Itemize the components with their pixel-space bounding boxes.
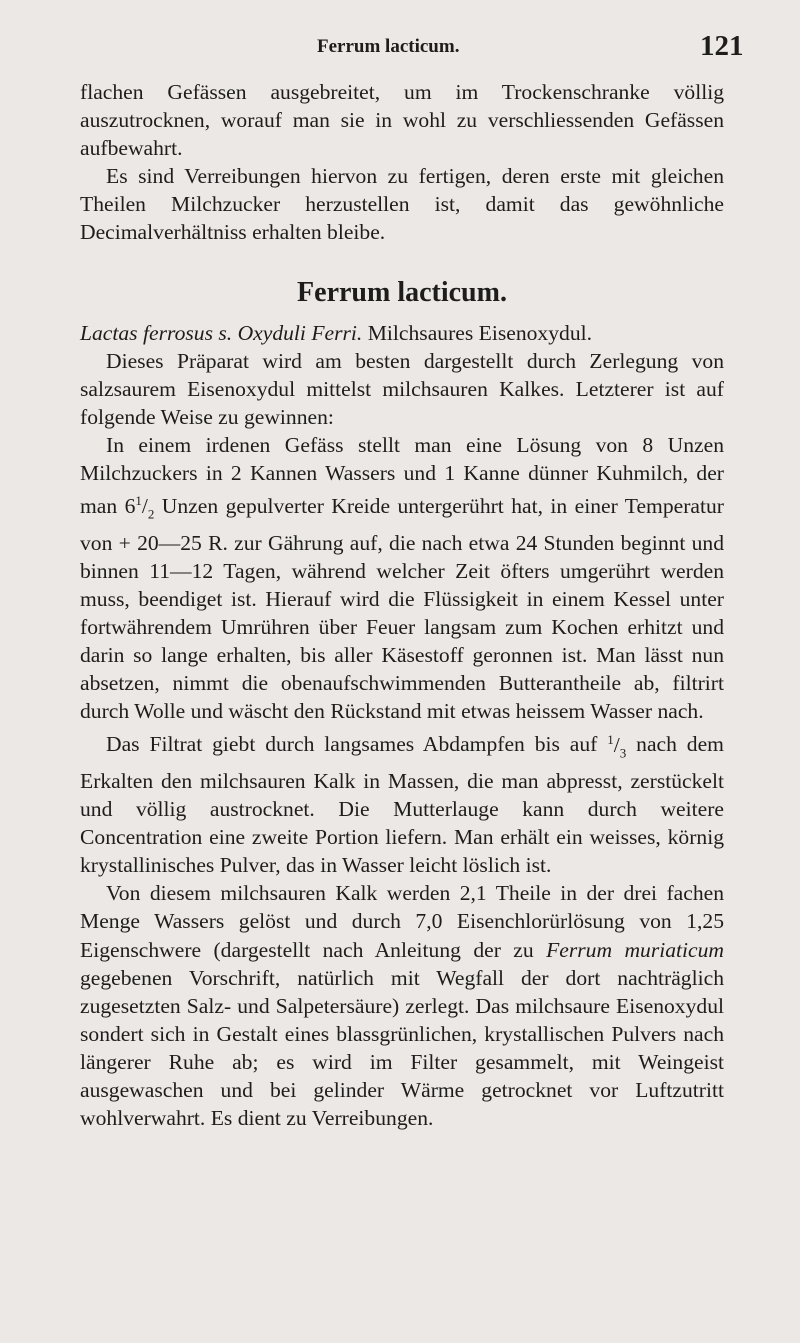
synonym-german: Milchsaures Eisenoxydul. bbox=[362, 320, 593, 345]
page-body bbox=[80, 78, 724, 1132]
paragraph-decomposition bbox=[80, 879, 724, 1132]
fraction-denominator: 3 bbox=[619, 744, 627, 760]
running-head: Ferrum lacticum. bbox=[317, 36, 460, 57]
paragraph-text-b: nach dem Erkalten den milchsauren Kalk in Massen, die man abpresst, zerstückelt und völlig austrocknet. Die Mutterlauge kann durch weitere Concentration eine zweite Portion liefern. Man erhält ein weisses, körnig krystallinisches Pulver, das in Wasser leicht löslich ist. bbox=[80, 732, 724, 878]
paragraph-text-a: Das Filtrat giebt durch langsames Abdampfen bis auf bbox=[106, 732, 608, 757]
paragraph-text-a: In einem irdenen Gefäss stellt man eine Lösung von 8 Unzen Milchzuckers in 2 Kannen Wassers und 1 Kanne dünner Kuhmilch, der man 6 bbox=[80, 432, 724, 519]
fraction-numerator: 1 bbox=[135, 493, 142, 509]
page-number: 121 bbox=[700, 30, 744, 62]
paragraph-filtrate bbox=[80, 725, 724, 879]
section-title: Ferrum lacticum. bbox=[297, 276, 507, 308]
paragraph-trituration: Es sind Verreibungen hiervon zu fertigen, deren erste mit gleichen Theilen Milchzucker herzustellen ist, damit das gewöhnliche Decimalverhältniss erhalten bleibe. bbox=[80, 164, 724, 245]
synonym-italic: Lactas ferrosus s. Oxyduli Ferri. bbox=[80, 320, 363, 345]
fraction-six-and-half: $^1/_2$ bbox=[135, 493, 155, 522]
fraction-denominator: 2 bbox=[147, 506, 155, 522]
page-header bbox=[0, 30, 800, 70]
cross-reference-italic: Ferrum muriaticum bbox=[546, 937, 725, 962]
fraction-numerator: 1 bbox=[607, 731, 614, 747]
paragraph-milk-fermentation bbox=[80, 431, 724, 725]
paragraph-continuation: flachen Gefässen ausgebreitet, um im Trockenschranke völlig auszutrocknen, worauf man sie in wohl zu verschliessenden Gefässen aufbewahrt. bbox=[80, 80, 724, 161]
paragraph-text-a: Von diesem milchsauren Kalk werden 2,1 Theile in der drei fachen Menge Wassers gelöst und durch 7,0 Eisenchlorürlösung von 1,25 Eigenschwere (dargestellt nach Anleitung der zu bbox=[80, 881, 724, 962]
paragraph-text-b: gegebenen Vorschrift, natürlich mit Wegfall der dort nachträglich zugesetzten Salz- und Salpetersäure) zerlegt. Das milchsaure Eisenoxydul sondert sich in Gestalt eines blassgrünlichen, krystallischen Pulvers nach längerer Ruhe ab; es wird im Filter gesammelt, mit Weingeist ausgewaschen und bei gelinder Wärme getrocknet vor Luftzutritt wohlverwahrt. Es dient zu Verreibungen. bbox=[80, 965, 724, 1131]
paragraph-preparation: Dieses Präparat wird am besten dargestellt durch Zerlegung von salzsaurem Eisenoxydul mittelst milchsauren Kalkes. Letzterer ist auf folgende Weise zu gewinnen: bbox=[80, 348, 724, 429]
synonym-line bbox=[80, 319, 724, 347]
paragraph-text-b: Unzen gepulverter Kreide untergerührt hat, in einer Temperatur von + 20—25 R. zur Gährung auf, die nach etwa 24 Stunden beginnt und binnen 11—12 Tagen, während welcher Zeit öfters umgerührt werden muss, beendiget ist. Hierauf wird die Flüssigkeit in einem Kessel unter fortwährendem Umrühren über Feuer langsam zum Kochen erhitzt und darin so lange erhalten, bis aller Käsestoff geronnen ist. Man lässt nun absetzen, nimmt die obenaufschwimmenden Butterantheile ab, filtrirt durch Wolle und wäscht den Rückstand mit etwas heissem Wasser nach. bbox=[80, 494, 724, 724]
fraction-one-third: $^1/_3$ bbox=[607, 731, 627, 760]
